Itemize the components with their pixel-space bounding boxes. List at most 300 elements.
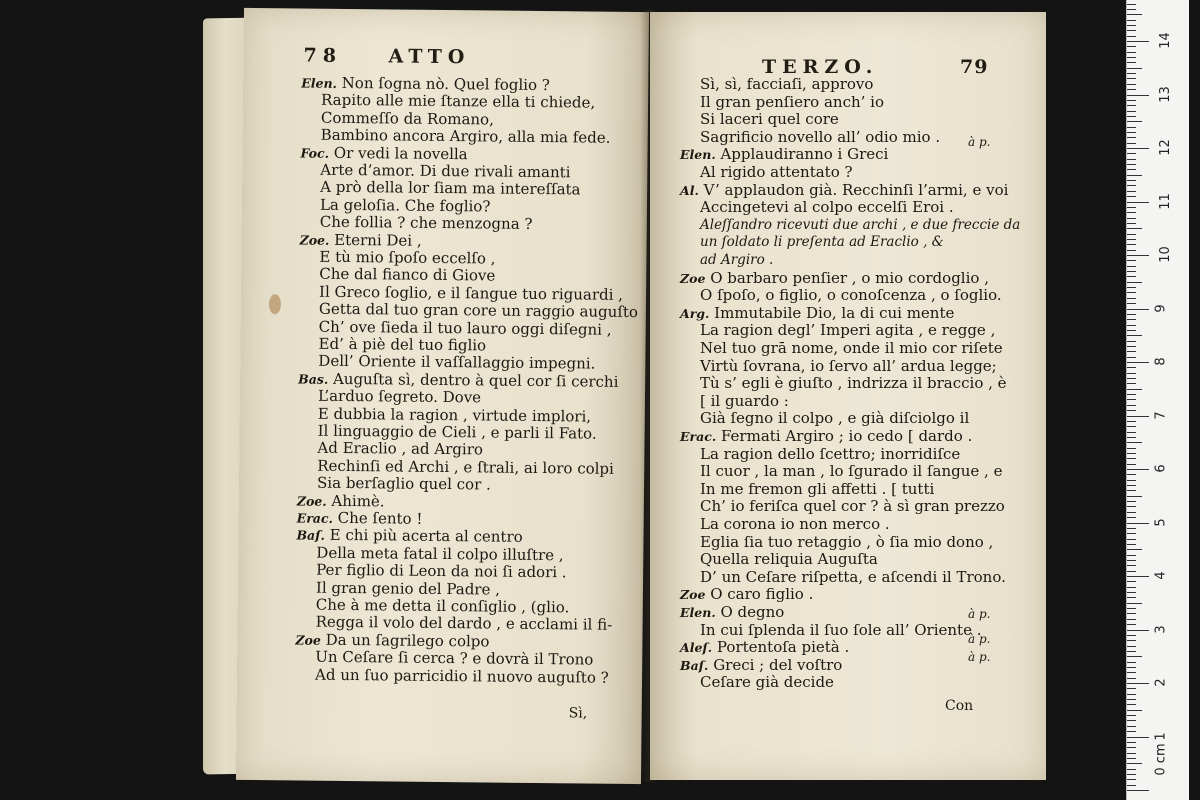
ruler-tick — [1127, 662, 1136, 663]
ruler-tick — [1127, 469, 1149, 470]
verse-text: La ragion degl’ Imperi agita , e regge , — [700, 321, 996, 340]
ruler-tick — [1127, 250, 1136, 251]
ruler-tick — [1127, 592, 1136, 593]
verse-text: ad Argiro . — [700, 252, 774, 268]
ruler-tick — [1127, 651, 1136, 652]
ruler-tick — [1127, 212, 1136, 213]
verse-text: Che à me detta il conſiglio , (glio. — [315, 595, 570, 617]
ruler-tick — [1127, 501, 1136, 502]
ruler-number: 4 — [1153, 571, 1169, 580]
ruler-tick — [1127, 720, 1136, 721]
ruler-number: 6 — [1153, 464, 1169, 473]
ruler-tick — [1127, 207, 1136, 208]
ruler-tick — [1127, 346, 1136, 347]
speaker-label: Foc. — [300, 145, 330, 161]
ruler-tick — [1127, 202, 1149, 203]
ruler-tick — [1127, 14, 1142, 15]
verse-text: Il cuor , la man , lo ſgurado il ſangue , e — [700, 462, 1003, 481]
verse-text: Immutabile Dio, la di cui mente — [714, 303, 955, 322]
speaker-label: Aleſ. — [680, 640, 713, 656]
verse-text: Tù s’ egli è giuſto , indrizza il braccio , è — [700, 374, 1007, 393]
verse-text: In me fremon gli affetti . [ tutti — [700, 479, 935, 498]
text-line — [700, 217, 1020, 234]
verse-text: Al rigido attentato ? — [700, 163, 853, 181]
verse-text: Greci ; del voſtro — [713, 655, 843, 674]
ruler-tick — [1127, 276, 1136, 277]
verse-text: Bambino ancora Argiro, alla mia fede. — [320, 125, 611, 147]
ruler-tick — [1127, 571, 1136, 572]
text-line — [700, 129, 940, 146]
ruler-tick — [1127, 399, 1136, 400]
text-line — [700, 446, 960, 463]
ruler-tick — [1127, 228, 1142, 229]
verse-text: Virtù ſovrana, io ſervo all’ ardua legge; — [700, 356, 997, 375]
ruler-tick — [1127, 100, 1136, 101]
speaker-label: Bas. — [298, 371, 329, 387]
verse-text: Auguſta sì, dentro à quel cor ſi cerchi — [332, 369, 619, 391]
margin-note: à p. — [968, 607, 991, 621]
ruler-tick — [1127, 774, 1136, 775]
text-line — [700, 516, 890, 533]
ruler-number: 2 — [1153, 678, 1169, 687]
ruler-tick — [1127, 41, 1149, 42]
verse-text: Arte d’amor. Di due rivali amanti — [320, 160, 571, 182]
ruler-tick — [1127, 394, 1136, 395]
ruler-tick — [1127, 453, 1136, 454]
verse-text: O ſpoſo, o figlio, o conoſcenza , o ſoglio. — [700, 286, 1002, 305]
ruler-tick — [1127, 506, 1136, 507]
ruler-tick — [1127, 779, 1136, 780]
ruler-tick — [1127, 46, 1136, 47]
ruler-tick — [1127, 437, 1136, 438]
ruler-tick — [1127, 421, 1136, 422]
text-line — [700, 551, 878, 568]
text-line — [700, 252, 773, 269]
ruler-tick — [1127, 57, 1136, 58]
ruler-tick — [1127, 597, 1136, 598]
ruler-tick — [1127, 196, 1136, 197]
ruler-tick — [1127, 309, 1149, 310]
ruler-tick — [1127, 143, 1136, 144]
speaker-label: Baſ. — [680, 657, 709, 673]
ruler-tick — [1127, 699, 1136, 700]
verse-text: Ad Eraclio , ad Argiro — [317, 439, 484, 459]
text-line — [700, 534, 993, 551]
verse-text: La ragion dello ſcettro; inorridiſce — [700, 444, 961, 463]
ruler-tick — [1127, 458, 1136, 459]
verse-text: Applaudiranno i Greci — [720, 145, 889, 164]
ruler-tick — [1127, 105, 1136, 106]
ruler-tick — [1127, 218, 1136, 219]
margin-note: à p. — [968, 135, 991, 149]
ruler-tick — [1127, 539, 1136, 540]
ruler-tick — [1127, 62, 1136, 63]
ruler-tick — [1127, 116, 1136, 117]
verse-text: Rapito alle mie ſtanze ella ti chiede, — [320, 91, 596, 112]
ruler-tick — [1127, 292, 1136, 293]
text-line — [700, 569, 1006, 586]
speaker-label: Baſ. — [296, 527, 326, 544]
verse-text: Sì, sì, facciaſi, approvo — [700, 75, 874, 93]
ruler-tick — [1127, 52, 1136, 53]
verse-text: Ahimè. — [331, 491, 385, 510]
ruler-tick — [1127, 373, 1136, 374]
ruler-tick — [1127, 351, 1136, 352]
ruler-tick — [1127, 234, 1136, 235]
text-line — [700, 234, 944, 251]
ruler-tick — [1127, 464, 1136, 465]
ruler-tick — [1127, 159, 1136, 160]
verse-text: D’ un Ceſare riſpetta, e aſcendi il Trono. — [700, 567, 1006, 586]
ruler-tick — [1127, 560, 1136, 561]
speaker-label: Zoe. — [299, 232, 330, 248]
ruler-tick — [1127, 180, 1136, 181]
verse-text: E tù mio ſpoſo eccelſo , — [319, 247, 496, 268]
ruler-tick — [1127, 704, 1136, 705]
ruler-tick — [1127, 95, 1149, 96]
ruler-tick — [1127, 378, 1136, 379]
verse-text: L’arduo ſegreto. Dove — [317, 386, 482, 407]
ruler-tick — [1127, 747, 1136, 748]
foxing-stain — [269, 294, 281, 314]
ruler-tick — [1127, 36, 1136, 37]
verse-text: Che follia ? che menzogna ? — [319, 212, 533, 234]
ruler-tick — [1127, 30, 1136, 31]
verse-text: Ch’ ove ſieda il tuo lauro oggi diſegni , — [318, 317, 612, 339]
ruler-tick — [1127, 314, 1136, 315]
ruler-tick — [1127, 785, 1136, 786]
ruler-tick — [1127, 512, 1136, 513]
ruler-tick — [1127, 737, 1149, 738]
ruler-tick — [1127, 244, 1136, 245]
left-page-number: 78 — [303, 44, 343, 67]
speaker-label: Zoe — [680, 270, 706, 286]
ruler-tick — [1127, 646, 1136, 647]
ruler-tick — [1127, 758, 1136, 759]
ruler-tick — [1127, 169, 1136, 170]
verse-text: Per figlio di Leon da noi ſi adori . — [316, 560, 567, 582]
speaker-label: Zoe. — [296, 493, 327, 509]
ruler-tick — [1127, 667, 1136, 668]
ruler-tick — [1127, 715, 1136, 716]
ruler-tick — [1127, 769, 1136, 770]
ruler-tick — [1127, 68, 1142, 69]
verse-text: Non ſogna nò. Quel foglio ? — [341, 73, 550, 95]
verse-text: Ch’ io feriſca quel cor ? à sì gran prezzo — [700, 497, 1005, 516]
verse-text: Commeſſo da Romano, — [320, 108, 494, 129]
ruler-tick — [1127, 410, 1136, 411]
ruler-tick — [1127, 298, 1136, 299]
ruler-tick — [1127, 496, 1142, 497]
ruler-tick — [1127, 78, 1136, 79]
speaker-label: Elen. — [680, 147, 716, 163]
text-line — [680, 428, 972, 445]
verse-text: V’ applaudon già. Recchinſi l’armi, e voi — [703, 180, 1009, 199]
verse-text: Da un ſagrilego colpo — [325, 630, 490, 651]
verse-text: Il gran penſiero anch’ io — [700, 92, 884, 111]
verse-text: Che dal fianco di Giove — [319, 265, 496, 285]
ruler-tick — [1127, 619, 1136, 620]
ruler-tick — [1127, 111, 1136, 112]
ruler-tick — [1127, 688, 1136, 689]
ruler-tick — [1127, 287, 1136, 288]
ruler-tick — [1127, 260, 1136, 261]
ruler-number: 7 — [1153, 410, 1169, 420]
ruler-tick — [1127, 362, 1149, 363]
speaker-label: Elen. — [680, 605, 716, 620]
ruler-tick — [1127, 608, 1136, 609]
left-page — [236, 8, 649, 784]
text-line — [297, 509, 423, 527]
speaker-label: Al. — [680, 182, 699, 198]
text-line — [700, 199, 954, 216]
ruler-tick — [1127, 341, 1136, 342]
text-line — [680, 657, 842, 674]
ruler-tick — [1127, 490, 1136, 491]
verse-text: A prò della lor ſiam ma intereſſata — [320, 178, 581, 199]
verse-text: Fermati Argiro ; io cedo [ dardo . — [720, 427, 973, 445]
ruler-number: 1 — [1153, 731, 1169, 741]
ruler-tick — [1127, 303, 1136, 304]
left-catchword: Sì, — [568, 705, 588, 722]
verse-text: Aleſſandro ricevuti due archi , e due freccie da — [700, 216, 1021, 233]
verse-text: Eterni Dei , — [334, 230, 422, 250]
verse-text: La geloſia. Che foglio? — [319, 195, 491, 216]
ruler-tick — [1127, 790, 1149, 791]
ruler-tick — [1127, 678, 1136, 679]
ruler-tick — [1127, 694, 1136, 695]
ruler-tick — [1127, 474, 1136, 475]
verse-text: Rechinſi ed Archi , e ſtrali, ai loro colpi — [317, 456, 614, 478]
ruler-tick — [1127, 255, 1149, 256]
ruler-tick — [1127, 89, 1136, 90]
verse-text: Sia berſaglio quel cor . — [316, 473, 491, 494]
text-line — [680, 182, 1008, 199]
text-line — [700, 358, 997, 375]
ruler-tick — [1127, 581, 1136, 582]
text-line — [680, 586, 813, 603]
ruler-tick — [1127, 148, 1149, 149]
verse-text: Or vedi la novella — [333, 143, 468, 163]
verse-text: Della meta fatal il colpo illuſtre , — [316, 543, 564, 565]
verse-text: In cui ſplenda il ſuo ſole all’ Oriente . — [700, 620, 982, 639]
ruler-tick — [1127, 517, 1136, 518]
verse-text: O barbaro penſier , o mio cordoglio , — [710, 268, 989, 287]
text-line — [680, 146, 888, 163]
ruler-tick — [1127, 367, 1136, 368]
ruler-tick — [1127, 153, 1136, 154]
right-page-number: 79 — [960, 56, 989, 78]
ruler-tick — [1127, 587, 1136, 588]
ruler-tick — [1127, 282, 1142, 283]
ruler-number: 10 — [1157, 246, 1173, 263]
ruler-number: 13 — [1157, 85, 1173, 103]
text-line — [680, 604, 784, 621]
ruler-tick — [1127, 223, 1136, 224]
ruler-number: 11 — [1157, 192, 1173, 210]
verse-text: Quella reliquia Auguſta — [700, 550, 878, 569]
ruler-tick — [1127, 656, 1142, 657]
verse-text: O degno — [720, 603, 785, 621]
verse-text: Ed’ à piè del tuo figlio — [318, 334, 487, 355]
verse-text: La corona io non merco . — [700, 515, 890, 533]
text-line — [700, 111, 839, 128]
ruler-tick — [1127, 266, 1136, 267]
ruler-tick — [1127, 185, 1136, 186]
margin-note: à p. — [968, 632, 991, 646]
ruler-tick — [1127, 731, 1136, 732]
text-line — [680, 305, 954, 322]
ruler-tick — [1127, 576, 1149, 577]
ruler-number: 5 — [1153, 517, 1169, 527]
ruler-tick — [1127, 164, 1136, 165]
verse-text: Il Greco ſoglio, e il ſangue tuo riguardi , — [318, 282, 624, 304]
ruler-tick — [1127, 523, 1149, 524]
text-line — [315, 666, 609, 686]
right-catchword: Con — [945, 698, 974, 714]
measurement-ruler — [1126, 0, 1189, 800]
ruler-tick — [1127, 416, 1149, 417]
verse-text: Sagrificio novello all’ odio mio . — [700, 127, 941, 146]
ruler-tick — [1127, 624, 1136, 625]
ruler-tick — [1127, 325, 1136, 326]
ruler-tick — [1127, 20, 1136, 21]
speaker-label: Erac. — [680, 429, 717, 444]
ruler-unit-label: 0 cm — [1153, 743, 1169, 776]
right-page — [650, 12, 1046, 780]
ruler-tick — [1127, 383, 1136, 384]
ruler-tick — [1127, 127, 1136, 128]
ruler-tick — [1127, 9, 1136, 10]
ruler-tick — [1127, 319, 1136, 320]
text-line — [297, 492, 385, 510]
verse-text: Si laceri quel core — [700, 110, 839, 129]
text-line — [700, 463, 1002, 480]
ruler-tick — [1127, 630, 1149, 631]
ruler-tick — [1127, 132, 1136, 133]
ruler-tick — [1127, 640, 1136, 641]
text-line — [700, 481, 934, 498]
text-line — [700, 164, 853, 181]
ruler-tick — [1127, 549, 1142, 550]
ruler-tick — [1127, 25, 1136, 26]
text-line — [700, 94, 884, 111]
ruler-tick — [1127, 533, 1136, 534]
ruler-tick — [1127, 405, 1136, 406]
right-running-head: TERZO. — [762, 56, 879, 78]
ruler-tick — [1127, 726, 1136, 727]
verse-text: Il gran genio del Padre , — [315, 578, 501, 599]
text-line — [700, 622, 982, 639]
ruler-tick — [1127, 121, 1142, 122]
verse-text: Getta dal tuo gran core un raggio auguſto — [318, 299, 639, 322]
ruler-tick — [1127, 480, 1136, 481]
ruler-tick — [1127, 84, 1136, 85]
ruler-tick — [1127, 710, 1142, 711]
speaker-label: Zoe — [680, 587, 706, 603]
verse-text: Già ſegno il colpo , e già diſciolgo il — [700, 409, 970, 428]
margin-note: à p. — [968, 650, 991, 664]
verse-text: Portentoſa pietà . — [716, 638, 850, 657]
text-line — [700, 287, 1002, 304]
text-line — [700, 498, 1005, 515]
ruler-tick — [1127, 330, 1136, 331]
ruler-tick — [1127, 635, 1136, 636]
speaker-label: Erac. — [296, 510, 333, 526]
ruler-tick — [1127, 742, 1136, 743]
ruler-tick — [1127, 485, 1136, 486]
verse-text: E dubbia la ragion , virtude implori, — [317, 404, 592, 426]
ruler-tick — [1127, 4, 1136, 5]
speaker-label: Elen. — [301, 75, 338, 91]
ruler-tick — [1127, 448, 1136, 449]
ruler-tick — [1127, 137, 1136, 138]
verse-text: Regga il volo del dardo , e acclami il fi- — [315, 613, 613, 635]
speaker-label: Zoe — [295, 632, 321, 648]
ruler-tick — [1127, 753, 1136, 754]
ruler-tick — [1127, 442, 1142, 443]
ruler-tick — [1127, 763, 1142, 764]
text-line — [680, 270, 989, 287]
text-line — [700, 393, 789, 410]
ruler-number: 3 — [1153, 624, 1169, 634]
verse-text: Nel tuo grā nome, onde il mio cor riſete — [700, 339, 1003, 357]
ruler-number: 9 — [1153, 303, 1169, 313]
verse-text: un ſoldato li preſenta ad Eraclio , & — [700, 234, 944, 251]
ruler-number: 12 — [1157, 139, 1173, 156]
text-line — [700, 410, 969, 427]
ruler-tick — [1127, 175, 1142, 176]
text-line — [700, 76, 873, 93]
ruler-tick — [1127, 613, 1136, 614]
text-line — [680, 639, 849, 656]
verse-text: Ad un ſuo parricidio il nuovo auguſto ? — [314, 665, 609, 687]
ruler-tick — [1127, 426, 1136, 427]
ruler-tick — [1127, 544, 1136, 545]
verse-text: Che ſento ! — [337, 508, 423, 528]
ruler-tick — [1127, 555, 1136, 556]
ruler-tick — [1127, 191, 1136, 192]
ruler-tick — [1127, 683, 1149, 684]
verse-text: E chi più acerta al centro — [329, 526, 523, 547]
verse-text: Il linguaggio de Cieli , e parli il Fato. — [317, 421, 597, 443]
text-line — [700, 340, 1003, 357]
text-line — [700, 322, 995, 339]
text-line — [700, 375, 1007, 392]
ruler-tick — [1127, 528, 1136, 529]
ruler-tick — [1127, 565, 1136, 566]
ruler-tick — [1127, 357, 1136, 358]
ruler-tick — [1127, 603, 1142, 604]
ruler-tick — [1127, 432, 1136, 433]
verse-text: Accingetevi al colpo eccelſi Eroi . — [700, 198, 954, 217]
verse-text: Ceſare già decide — [700, 673, 834, 692]
verse-text: O caro figlio . — [710, 585, 814, 604]
speaker-label: Arg. — [680, 305, 710, 321]
text-line — [300, 231, 422, 249]
ruler-tick — [1127, 239, 1136, 240]
left-running-head: ATTO — [388, 45, 471, 69]
verse-text: Dell’ Oriente il vaſſallaggio impegni. — [318, 352, 596, 373]
ruler-tick — [1127, 271, 1136, 272]
verse-text: [ il guardo : — [700, 391, 789, 410]
ruler-number: 14 — [1157, 32, 1173, 49]
ruler-number: 8 — [1153, 357, 1169, 366]
ruler-tick — [1127, 335, 1142, 336]
ruler-tick — [1127, 672, 1136, 673]
verse-text: Eglia ſia tuo retaggio , ò ſia mio dono , — [700, 532, 994, 551]
verse-text: Un Ceſare ſi cerca ? e dovrà il Trono — [315, 647, 594, 669]
